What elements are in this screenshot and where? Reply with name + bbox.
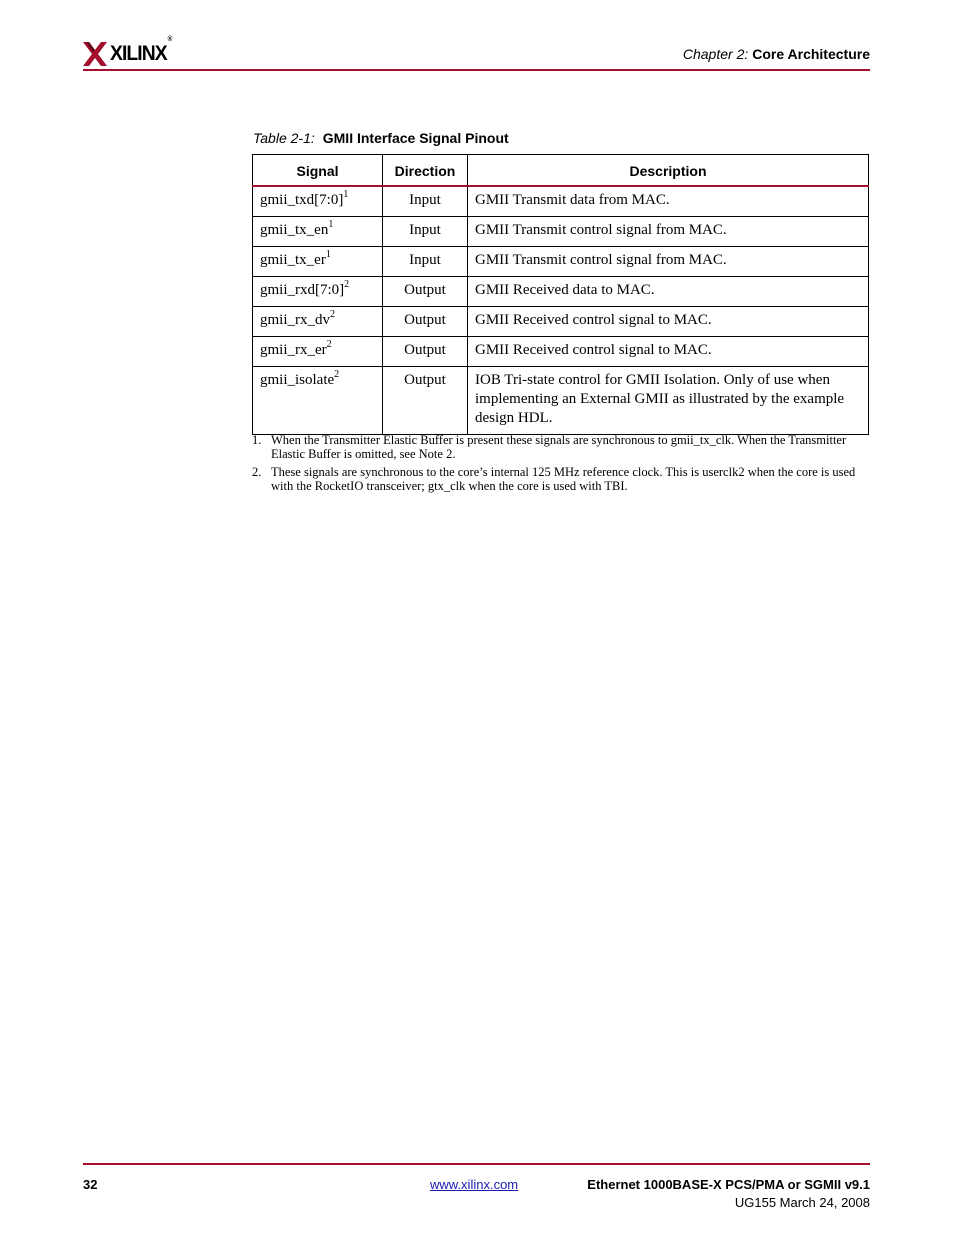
- column-header-direction: Direction: [383, 155, 468, 187]
- description-cell: GMII Transmit data from MAC.: [468, 186, 869, 217]
- direction-cell: Output: [383, 367, 468, 435]
- page-number: 32: [83, 1177, 98, 1192]
- table-caption-title: GMII Interface Signal Pinout: [322, 130, 509, 146]
- document-title: Ethernet 1000BASE-X PCS/PMA or SGMII v9.1: [587, 1177, 870, 1192]
- signal-note-ref: 2: [330, 309, 335, 320]
- direction-cell: Input: [383, 247, 468, 277]
- table-row: [253, 217, 869, 247]
- table-row: [253, 247, 869, 277]
- chapter-label: Chapter 2:: [682, 46, 749, 62]
- note-text: When the Transmitter Elastic Buffer is present these signals are synchronous to gmii_tx_clk. When the Transmitter Elastic Buffer is omitted, see Note 2.: [271, 433, 847, 461]
- table-row: [253, 277, 869, 307]
- xilinx-logo: [83, 36, 177, 68]
- signal-note-ref: 1: [325, 249, 331, 260]
- table-caption-number: Table 2-1:: [253, 130, 315, 146]
- signal-cell: [253, 217, 383, 247]
- table-body: [253, 186, 869, 435]
- description-cell: GMII Transmit control signal from MAC.: [468, 247, 869, 277]
- signal-name: gmii_rx_er: [260, 342, 327, 358]
- table-note: [252, 434, 869, 461]
- signal-note-ref: 2: [326, 339, 332, 350]
- table-note: [252, 466, 869, 493]
- signal-cell: [253, 337, 383, 367]
- signal-note-ref: 1: [343, 189, 349, 200]
- table-row: [253, 337, 869, 367]
- description-cell: GMII Received data to MAC.: [468, 277, 869, 307]
- header-rule: [83, 69, 870, 71]
- signal-note-ref: 2: [334, 369, 340, 380]
- chapter-title: Core Architecture: [752, 46, 870, 62]
- signal-cell: [253, 247, 383, 277]
- logo-text: XILINX®: [110, 36, 172, 65]
- note-number: 2.: [252, 465, 262, 479]
- description-cell: GMII Transmit control signal from MAC.: [468, 217, 869, 247]
- column-header-description: Description: [468, 155, 869, 187]
- table-notes: [252, 434, 869, 498]
- table-caption: [253, 130, 509, 146]
- signal-note-ref: 1: [328, 219, 334, 230]
- signal-pinout-table: [252, 154, 869, 435]
- direction-cell: Output: [383, 277, 468, 307]
- table-row: [253, 307, 869, 337]
- table-row: [253, 186, 869, 217]
- note-number: 1.: [252, 433, 262, 447]
- description-cell: GMII Received control signal to MAC.: [468, 337, 869, 367]
- signal-cell: [253, 307, 383, 337]
- description-cell: IOB Tri-state control for GMII Isolation. Only of use when implementing an External GMII as illustrated by the example design HDL.: [468, 367, 869, 435]
- footer-rule: [83, 1163, 870, 1165]
- column-header-signal: Signal: [253, 155, 383, 187]
- signal-note-ref: 2: [344, 279, 350, 290]
- direction-cell: Output: [383, 307, 468, 337]
- direction-cell: Input: [383, 217, 468, 247]
- document-id-date: UG155 March 24, 2008: [734, 1195, 870, 1210]
- table-header-row: [253, 155, 869, 187]
- direction-cell: Input: [383, 186, 468, 217]
- xilinx-website-link[interactable]: www.xilinx.com: [430, 1177, 519, 1192]
- signal-name: gmii_rxd[7:0]: [260, 282, 345, 298]
- signal-name: gmii_isolate: [260, 372, 335, 388]
- signal-name: gmii_tx_en: [260, 222, 329, 238]
- signal-cell: [253, 186, 383, 217]
- xilinx-logo-icon: [83, 42, 107, 66]
- signal-name: gmii_tx_er: [260, 252, 326, 268]
- signal-name: gmii_rx_dv: [260, 312, 330, 328]
- page-header: [83, 38, 870, 71]
- table-row: [253, 367, 869, 435]
- description-cell: GMII Received control signal to MAC.: [468, 307, 869, 337]
- direction-cell: Output: [383, 337, 468, 367]
- signal-cell: [253, 277, 383, 307]
- signal-cell: [253, 367, 383, 435]
- note-text: These signals are synchronous to the core’s internal 125 MHz reference clock. This is userclk2 when the core is used with the RocketIO transceiver; gtx_clk when the core is used with TBI.: [271, 465, 856, 493]
- signal-name: gmii_txd[7:0]: [260, 192, 344, 208]
- chapter-heading: [683, 46, 870, 62]
